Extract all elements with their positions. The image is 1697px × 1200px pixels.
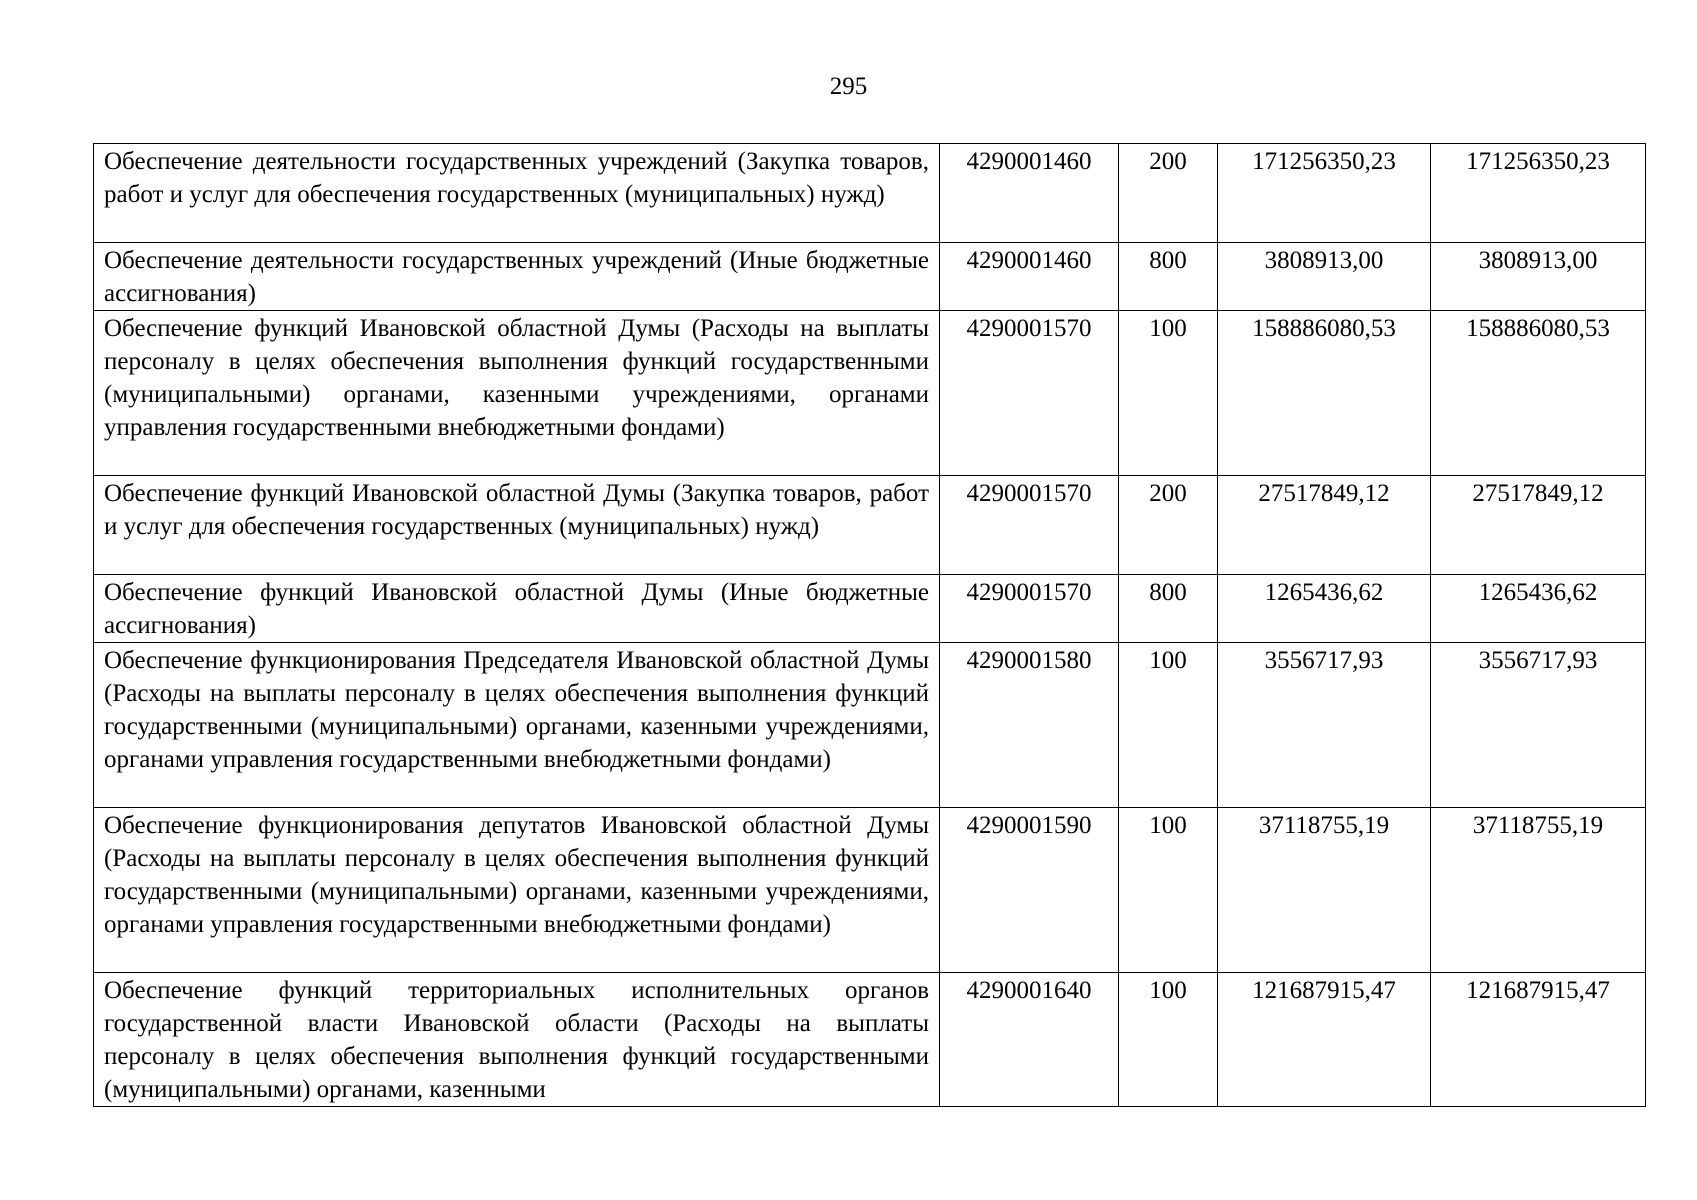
amount-column-1: 158886080,53 (1218, 311, 1431, 476)
expense-description: Обеспечение деятельности государственных учреждений (Иные бюджетные ассигнования) (94, 243, 940, 311)
target-article-code: 4290001570 (940, 476, 1119, 575)
amount-column-2: 3808913,00 (1431, 243, 1646, 311)
amount-column-1: 27517849,12 (1218, 476, 1431, 575)
amount-column-2: 171256350,23 (1431, 144, 1646, 243)
amount-column-2: 37118755,19 (1431, 808, 1646, 973)
expense-type-code: 200 (1119, 144, 1218, 243)
expense-description: Обеспечение функционирования Председателя Ивановской областной Думы (Расходы на выплаты персоналу в целях обеспечения выполнения функций государственными (муниципальными) органами, казенными учреждениями, органами управления государственными внебюджетными фондами) (94, 643, 940, 808)
budget-table (93, 143, 1646, 1107)
amount-column-2: 27517849,12 (1431, 476, 1646, 575)
table-row (94, 575, 1646, 643)
amount-column-1: 37118755,19 (1218, 808, 1431, 973)
expense-type-code: 100 (1119, 311, 1218, 476)
target-article-code: 4290001570 (940, 311, 1119, 476)
expense-description: Обеспечение деятельности государственных учреждений (Закупка товаров, работ и услуг для обеспечения государственных (муниципальных) нужд) (94, 144, 940, 243)
amount-column-1: 171256350,23 (1218, 144, 1431, 243)
amount-column-2: 3556717,93 (1431, 643, 1646, 808)
expense-description: Обеспечение функций Ивановской областной Думы (Расходы на выплаты персоналу в целях обеспечения выполнения функций государственными (муниципальными) органами, казенными учреждениями, органами управления государственными внебюджетными фондами) (94, 311, 940, 476)
target-article-code: 4290001460 (940, 243, 1119, 311)
target-article-code: 4290001570 (940, 575, 1119, 643)
table-row (94, 973, 1646, 1107)
table-row (94, 243, 1646, 311)
target-article-code: 4290001460 (940, 144, 1119, 243)
amount-column-2: 121687915,47 (1431, 973, 1646, 1107)
expense-type-code: 800 (1119, 243, 1218, 311)
table-row (94, 808, 1646, 973)
amount-column-2: 158886080,53 (1431, 311, 1646, 476)
expense-type-code: 800 (1119, 575, 1218, 643)
target-article-code: 4290001640 (940, 973, 1119, 1107)
expense-description: Обеспечение функций Ивановской областной Думы (Иные бюджетные ассигнования) (94, 575, 940, 643)
expense-description: Обеспечение функционирования депутатов Ивановской областной Думы (Расходы на выплаты персоналу в целях обеспечения выполнения функций государственными (муниципальными) органами, казенными учреждениями, органами управления государственными внебюджетными фондами) (94, 808, 940, 973)
amount-column-1: 3556717,93 (1218, 643, 1431, 808)
target-article-code: 4290001590 (940, 808, 1119, 973)
amount-column-1: 3808913,00 (1218, 243, 1431, 311)
table-row (94, 144, 1646, 243)
expense-description: Обеспечение функций территориальных исполнительных органов государственной власти Ивановской области (Расходы на выплаты персоналу в целях обеспечения выполнения функций государственными (муниципальными) органами, казенными (94, 973, 940, 1107)
expense-type-code: 100 (1119, 808, 1218, 973)
expense-type-code: 100 (1119, 973, 1218, 1107)
expense-type-code: 200 (1119, 476, 1218, 575)
expense-type-code: 100 (1119, 643, 1218, 808)
table-row (94, 643, 1646, 808)
table-row (94, 476, 1646, 575)
amount-column-2: 1265436,62 (1431, 575, 1646, 643)
target-article-code: 4290001580 (940, 643, 1119, 808)
page-number: 295 (829, 73, 868, 100)
amount-column-1: 121687915,47 (1218, 973, 1431, 1107)
expense-description: Обеспечение функций Ивановской областной Думы (Закупка товаров, работ и услуг для обеспечения государственных (муниципальных) нужд) (94, 476, 940, 575)
amount-column-1: 1265436,62 (1218, 575, 1431, 643)
table-row (94, 311, 1646, 476)
